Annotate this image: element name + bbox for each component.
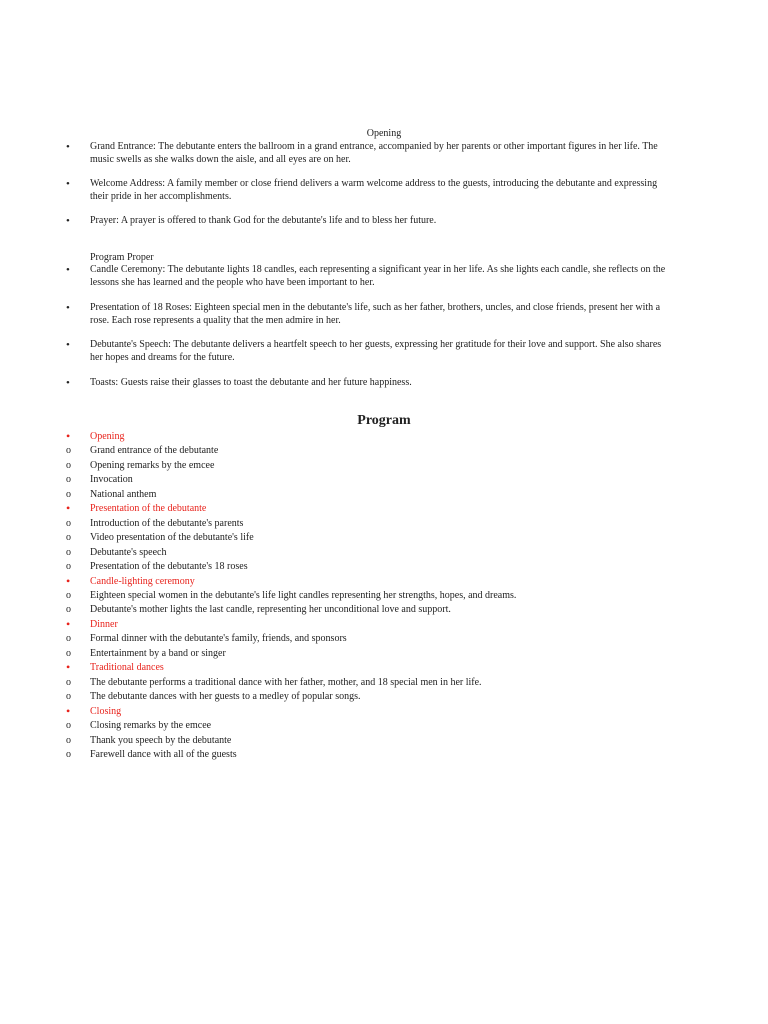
program-section <box>66 430 676 444</box>
bullet-icon: • <box>66 660 71 675</box>
circle-bullet-icon: o <box>66 488 71 500</box>
bullet-icon: • <box>66 501 71 516</box>
program-list-item <box>66 560 676 574</box>
proper-item-candle-ceremony: • Candle Ceremony: The debutante lights 18 candles, each representing a significant year in her life. As she lights each candle, she reflects on the lessons she has learned and the people who have been important to her. <box>66 264 666 288</box>
program-list-item <box>66 603 676 617</box>
bullet-icon: • <box>66 573 71 588</box>
program-row-label: Farewell dance with all of the guests <box>90 748 237 760</box>
program-row-label: Eighteen special women in the debutante's life light candles representing her strengths, hopes, and dreams. <box>90 590 517 601</box>
bullet-icon: • <box>66 215 70 227</box>
circle-bullet-icon: o <box>66 604 71 616</box>
program-row-label: Opening <box>90 431 125 442</box>
program-row-label: Invocation <box>90 474 133 486</box>
program-list-item <box>66 647 676 661</box>
program-row-label: Grand entrance of the debutante <box>90 445 219 457</box>
bullet-icon: • <box>66 377 70 389</box>
program-list-item <box>66 488 676 502</box>
program-row-label: Presentation of the debutante's 18 roses <box>90 561 248 572</box>
program-section <box>66 502 676 516</box>
program-row-label: Opening remarks by the emcee <box>90 459 215 471</box>
circle-bullet-icon: o <box>66 590 71 601</box>
program-list-item <box>66 473 676 487</box>
program-row-label: Dinner <box>90 618 118 630</box>
program-row-label: The debutante performs a traditional dance with her father, mother, and 18 special men in her life. <box>90 676 482 688</box>
program-list-item <box>66 517 676 531</box>
program-row-label: Presentation of the debutante <box>90 503 207 515</box>
program-row-label: Closing remarks by the emcee <box>90 720 212 731</box>
program-list-item <box>66 676 676 690</box>
program-section <box>66 705 676 719</box>
circle-bullet-icon: o <box>66 561 71 572</box>
program-list-item <box>66 444 676 458</box>
program-list-item <box>66 719 676 733</box>
program-row-label: Closing <box>90 705 122 717</box>
program-list-item <box>66 748 676 762</box>
circle-bullet-icon: o <box>66 445 71 457</box>
program-row-label: Thank you speech by the debutante <box>90 734 232 746</box>
circle-bullet-icon: o <box>66 546 71 558</box>
program-section <box>66 575 676 589</box>
circle-bullet-icon: o <box>66 748 71 760</box>
program-row-label: Debutante's speech <box>90 546 167 558</box>
bullet-icon: • <box>66 264 70 276</box>
opening-heading: Opening <box>366 128 402 139</box>
circle-bullet-icon: o <box>66 676 71 688</box>
program-row-label: Video presentation of the debutante's life <box>90 532 254 544</box>
bullet-icon: • <box>66 616 71 631</box>
circle-bullet-icon: o <box>66 691 71 703</box>
circle-bullet-icon: o <box>66 633 71 645</box>
circle-bullet-icon: o <box>66 734 71 746</box>
bullet-icon: • <box>66 141 70 153</box>
circle-bullet-icon: o <box>66 459 71 471</box>
program-row-label: National anthem <box>90 488 157 500</box>
bullet-icon: • <box>66 339 70 351</box>
program-row-label: The debutante dances with her guests to a medley of popular songs. <box>90 691 361 703</box>
program-list-item <box>66 531 676 545</box>
program-section <box>66 661 676 675</box>
program-list-item <box>66 632 676 646</box>
program-row-label: Traditional dances <box>90 662 164 674</box>
bullet-icon: • <box>66 703 71 718</box>
bullet-icon: • <box>66 429 71 443</box>
opening-item-prayer: • Prayer: A prayer is offered to thank God for the debutante's life and to bless her future. <box>66 215 437 227</box>
proper-item-18-roses: • Presentation of 18 Roses: Eighteen special men in the debutante's life, such as her father, brothers, uncles, and close friends, present her with a rose. Each rose represents a quality that the men admire in her. <box>66 302 661 326</box>
program-row-label: Introduction of the debutante's parents <box>90 517 244 529</box>
circle-bullet-icon: o <box>66 474 71 486</box>
program-proper-heading: Program Proper <box>90 252 154 263</box>
program-row-label: Debutante's mother lights the last candle, representing her unconditional love and support. <box>90 604 451 616</box>
program-row-label: Entertainment by a band or singer <box>90 647 226 659</box>
program-list-item <box>66 459 676 473</box>
program-list-item <box>66 589 676 603</box>
circle-bullet-icon: o <box>66 532 71 544</box>
program-row-label: Formal dinner with the debutante's family, friends, and sponsors <box>90 633 347 645</box>
proper-item-toasts: • Toasts: Guests raise their glasses to toast the debutante and her future happiness. <box>66 377 412 389</box>
opening-item-welcome-address: • Welcome Address: A family member or close friend delivers a warm welcome address to the guests, introducing the debutante and expressing their pride in her accomplishments. <box>66 178 658 202</box>
program-list-item <box>66 734 676 748</box>
circle-bullet-icon: o <box>66 517 71 529</box>
program-title: Program <box>357 413 411 428</box>
program-section <box>66 618 676 632</box>
bullet-icon: • <box>66 178 70 190</box>
bullet-icon: • <box>66 302 70 314</box>
opening-item-grand-entrance: • Grand Entrance: The debutante enters the ballroom in a grand entrance, accompanied by her parents or other important figures in her life. The music swells as she walks down the aisle, and all eyes are on her. <box>66 141 658 165</box>
proper-item-debutante-speech: • Debutante's Speech: The debutante delivers a heartfelt speech to her guests, expressing her gratitude for their love and support. She also shares her hopes and dreams for the future. <box>66 339 662 363</box>
program-list-item <box>66 690 676 704</box>
circle-bullet-icon: o <box>66 720 71 731</box>
circle-bullet-icon: o <box>66 647 71 659</box>
program-list-item <box>66 546 676 560</box>
program-row-label: Candle-lighting ceremony <box>90 575 195 587</box>
